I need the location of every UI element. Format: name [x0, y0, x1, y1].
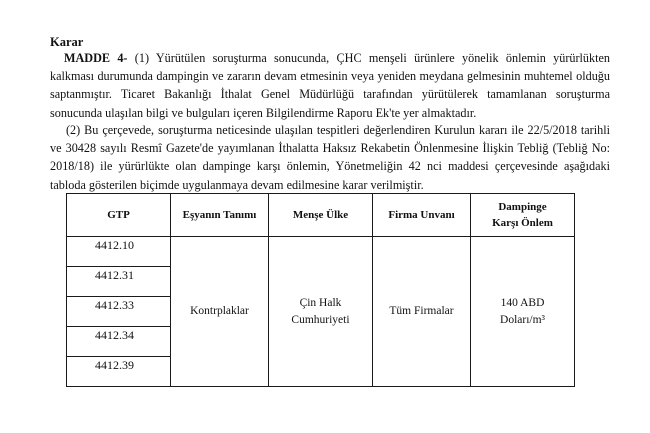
gtp-code-cell: 4412.34: [67, 327, 171, 357]
measure-line1: 140 ABD: [500, 296, 545, 309]
gtp-code-cell: 4412.39: [67, 357, 171, 387]
measure-line2: Doları/m³: [500, 313, 545, 326]
header-measure-line1: Dampinge: [498, 201, 547, 213]
header-anti-dumping-measure: [471, 194, 575, 237]
gtp-code-cell: 4412.10: [67, 237, 171, 267]
header-company-name: Firma Unvanı: [373, 194, 471, 237]
origin-line2: Cumhuriyeti: [291, 313, 350, 326]
header-origin-country: Menşe Ülke: [269, 194, 373, 237]
measure-value-cell: [471, 237, 575, 387]
article-number: MADDE 4-: [64, 51, 128, 65]
header-goods-description: Eşyanın Tanımı: [171, 194, 269, 237]
measure-table: [66, 193, 575, 387]
gtp-code-cell: 4412.31: [67, 267, 171, 297]
article-paragraph-2: [50, 121, 610, 194]
header-measure-line2: Karşı Önlem: [492, 217, 553, 229]
table-header-row: [67, 194, 575, 237]
article-paragraph-1: [50, 49, 610, 122]
origin-line1: Çin Halk: [299, 296, 342, 309]
paragraph-1-text: (1) Yürütülen soruşturma sonucunda, ÇHC menşeli ürünlere yönelik önlemin yürürlükten kalkması durumunda dampingin ve zararın devam etmesinin veya yeniden meydana gelmesinin muhtemel olduğu saptanmıştır. Ticaret Bakanlığı İthalat Genel Müdürlüğü tarafından yürütülerek tamamlanan soruşturma sonucunda ulaşılan bilgi ve bulguları içeren Bilgilendirme Raporu Ek'te yer almaktadır.: [50, 51, 610, 120]
origin-country-cell: [269, 237, 373, 387]
company-name-cell: Tüm Firmalar: [373, 237, 471, 387]
gtp-code-cell: 4412.33: [67, 297, 171, 327]
table-row: [67, 237, 575, 267]
goods-description-cell: Kontrplaklar: [171, 237, 269, 387]
section-heading: Karar: [50, 35, 84, 49]
measure-table-container: [66, 193, 574, 386]
paragraph-2-text: (2) Bu çerçevede, soruşturma neticesinde ulaşılan tespitleri değerlendiren Kurulun kararı ile 22/5/2018 tarihli ve 30428 sayılı Resmî Gazete'de yayımlanan İthalatta Haksız Rekabetin Önlenmesine İlişkin Tebliğ (Tebliğ No: 2018/18) ile yürürlükte olan dampinge karşı önlemin, Yönetmeliğin 42 nci maddesi çerçevesinde aşağıdaki tabloda gösterilen biçimde uygulanmaya devam edilmesine karar verilmiştir.: [50, 123, 610, 192]
header-gtp: GTP: [67, 194, 171, 237]
